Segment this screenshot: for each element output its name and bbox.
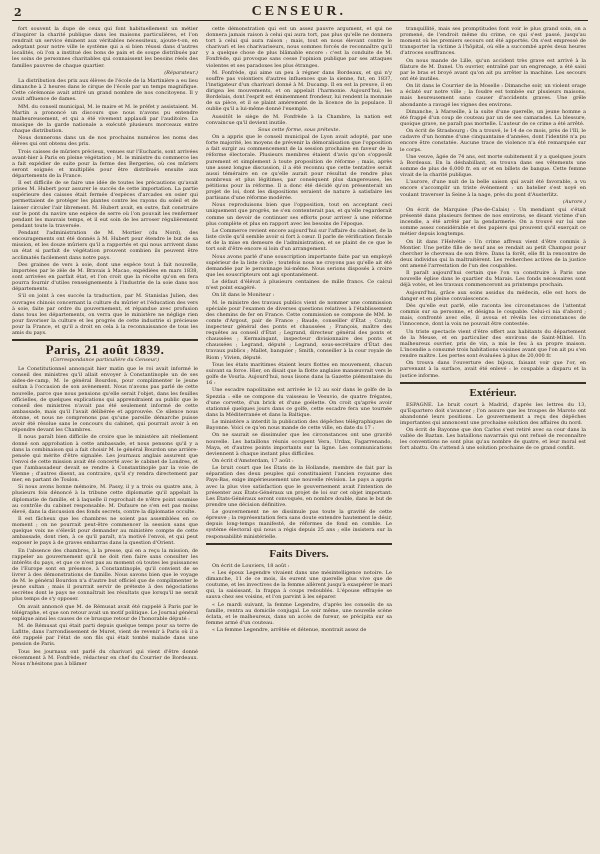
paragraph: Il paraît aujourd'hui certain que l'on va construire à Paris une nouvelle église dans le quartier du Marais. Les fonds nécessaires sont déjà votés, et les travaux commenceront au printemps prochain. <box>400 270 586 289</box>
centered-note: Sous cette forme, sous prétexte. <box>257 127 341 134</box>
masthead <box>12 4 588 21</box>
paragraph: On a appris que le conseil municipal de Lyon avait adopté, par une forte majorité, les moyens de prévenir la démoralisation que l'opposition a fait surgir au commencement de la session prochaine en faveur de la réforme électorale. Plusieurs membres étaient d'avis qu'on s'opposât purement et simplement à toute proposition de réforme ; mais, après une assez longue discussion, il a été reconnu que cette tentative serait aussi téméraire en ce qu'elle aurait pour résultat de rendre plus nombreux et plus légitimes, par conséquent plus dangereuses, les pétitions pour la réforme. Il a donc été décidé qu'on présenterait un projet de loi, dont les dispositions seraient de nature à satisfaire les partisans d'une réforme modérée. <box>206 134 392 202</box>
paragraph: MM. du conseil municipal, M. le maire et M. le préfet y assistaient. M. Martin a prononcé un discours que nous n'avons pu entendre malheureusement, et qui a été vivement applaudi par l'auditoire. La musique de la garde nationale a exécuté plusieurs morceaux entre chaque distribution. <box>12 103 198 134</box>
section-heading-exterieur: Extérieur. <box>469 386 517 399</box>
paragraph: Une veuve, âgée de 74 ans, est morte subitement il y a quelques jours à Bordeaux. En la déshabillant, on trouva dans ses vêtements une somme de plus de 6,000 fr. en or et en billets de banque. Cette femme vivait de la charité publique. <box>400 153 586 179</box>
paragraph: M. Fonfrède, qui aime un peu à régner dans Bordeaux, et qui n'y souffre pas volontiers d'autres influences que la sienne, fut, en 1837, l'instigateur d'un charivari donné à M. Ducamp. Il en est la preuve, il en dirigea les mouvements, et on appelait l'harmonie. Aujourd'hui, les Bordelais, dont l'esprit est éminemment frondeur, lui rendent la monnaie de sa pièce, et il se plaint amèrement de la licence de la populace. Il oublie qu'il a lui-même donné l'exemple. <box>206 69 392 113</box>
paragraph: Tous les états maritimes étaient leurs flottes en mouvement, chacun suivant sa force. Hier, on disait que la flotte anglaise manœuvrait vers le golfe de Vourla. Aujourd'hui, nous lisons dans la Gazette piémontaise du 16 : <box>206 361 392 387</box>
paragraph: ESPAGNE. Le bruit court à Madrid, d'après les lettres du 13, qu'Espartero doit s'avancer ; l'on assure que les troupes de Maroto ont abandonné leurs positions. Le gouvernement a reçu des dépêches importantes qui annoncent une prochaine solution des affaires du nord. <box>400 401 586 426</box>
paragraph: M. de Rémusat qui était parti depuis quelque temps pour sa terre de Lafitte, dans l'arrondissement de Muret, vient de revenir à Paris où il a été rappelé par l'état de son fils qui était tombé malade dans une pension de Paris. <box>12 623 198 648</box>
paragraph: L'aurore, d'une nuit de la belle saison qui avait été favorable, a vu encore s'accomplir un triste événement : un batelier s'est noyé en voulant traverser la Seine à la nage, près du pont d'Austerlitz. <box>400 179 586 198</box>
paragraph: Trois caisses de mûriers précieux, venues sur l'Eucharis, sont arrivées avant-hier à Paris en pleine végétation ; M. le ministre du commerce les a fait expédier de suite pour la ferme des Bergeries, où ces mûriers seront soignés et multipliés pour être distribués ensuite aux départements de la France. <box>12 148 198 179</box>
paragraph: Nous donnerons dans un de nos prochains numéros les noms des élèves qui ont obtenu des prix. <box>12 135 198 148</box>
column-1 <box>12 26 198 850</box>
paragraph: S'il on joint à ces succès la traduction, par M. Stanislas Julien, des ouvrages chinois concernant la culture du mûrier et l'éducation des vers à soie, faite par ordre du gouvernement, et répandue avec profusion dans tous les départements, on verra que le ministère ne néglige rien pour favoriser la culture et les progrès de cette industrie si précieuse pour la France, et qu'il a droit en cela à la reconnaissance de tous les amis du pays. <box>12 293 198 336</box>
paragraph: Le gouvernement ne se dissimule pas toute la gravité de cette épreuve ; la représentation fera sans doute entendre hautement le désir, depuis long-temps manifesté, de réformes de fond en comble. Le système électoral qui nous a régis depuis 25 ans ; elle insistera sur la responsabilité ministérielle. <box>206 509 392 540</box>
paragraph: « La femme Legendre, arrêtée et détenue, montrait assez de <box>212 627 367 634</box>
section-divider <box>400 382 586 384</box>
paragraph: Une escadre napolitaine est arrivée le 12 au soir dans le golfe de la Spezzia : elle se compose du vaisseau le Vesuvio, de quatre frégates, d'une corvette, d'un brick et d'une goélette. On croit qu'après avoir stationné quelques jours dans ce golfe, cette escadre fera une tournée dans la Méditerranée et dans la Baltique. <box>206 387 392 418</box>
paragraph: On écrit d'Amsterdam, 17 août : <box>212 458 294 464</box>
paragraph: Le Constitutionnel annonçait hier matin que le roi avait informé le conseil des ministres qu'il allait envoyer à Constantinople un de ses aides-de-camp, M. le général Bourdon, pour complimenter le jeune sultan à l'occasion de son avènement. Nous n'avons pas parlé de cette nouvelle, parce que nous pensions qu'elle serait l'objet, dans les feuilles officielles, de quelques explications qui apprendraient au public que le conseil des ministres n'avait pas été seulement informé de cette ambassade, mais qu'il l'avait délibérée et approuvée. Ce silence nous étonne, et nous ne comprenons pas qu'une pareille démarche puisse avoir été résolue sans le concours du cabinet, qui pourrait avoir à en répondre devant les Chambres. <box>12 366 198 434</box>
paragraph: « Les époux Legendre vivaient dans une mésintelligence notoire. Le dimanche, 11 de ce mois, ils eurent une querelle plus vive que de coutume, et les invectives de la femme allèrent jusqu'à exaspérer le mari qui, la saisissant, la frappa à coups redoublés. L'épouse effrayée se sauva chez ses voisins, et l'on parvint à les séparer. <box>206 569 392 601</box>
paragraph: Nous reproduisons bien que l'opposition, tout en acceptant ceci uniquement que progrès, ne s'en contenterait pas, et qu'elle regarderait comme un devoir de continuer ses efforts pour arriver à une réforme plus complète et plus en rapport avec les besoins de l'époque. <box>206 202 392 227</box>
paragraph: En l'absence des chambres, à la presse, qui en a reçu la mission, de rappeler au gouvernement qu'il ne doit rien faire sans consulter les intérêts du pays, et que ce n'est pas au moment où toutes les puissances de l'Europe sont en présence, à Constantinople, qu'il convient de se livrer à des démonstrations de famille. Nous savons bien que le voyage de M. le général Bourdon n'a d'autre but officiel que de complimenter le jeune sultan ; mais il pourrait servir de prétexte à des négociations secrètes dont le pays ne connaîtrait les résultats que lorsqu'il ne serait plus temps de s'y opposer. <box>12 547 198 603</box>
paragraph: « Le mardi suivant, la femme Legendre, d'après les conseils de sa famille, rentra au domicile conjugal. Le soir même, une nouvelle scène éclata, et le malheureux, dans un accès de fureur, se précipita sur sa femme armé d'un couteau. <box>206 601 392 626</box>
column-3 <box>400 26 586 850</box>
paragraph: Dès qu'elle eut parlé, elle raconta les circonstances de l'attentat commis sur sa personne, et désigna le coupable. Celui-ci nia d'abord ; mais, confronté avec elle, il avoua et révéla les circonstances de l'innocence, dont la voix ne pouvait être contestée. <box>400 303 586 328</box>
newspaper-page <box>12 4 588 850</box>
paragraph: On lit dans le Courrier de la Moselle : Dimanche soir, un violent orage a éclaté sur notre ville ; la foudre est tombée sur plusieurs maisons, mais heureusement sans causer d'accidents graves. Une grêle abondante a ravagé les vignes des environs. <box>400 83 586 108</box>
paragraph: On lit dans l'Helvétie : Un crime affreux vient d'être commis à Montier. Une petite fille de neuf ans se rendait au petit Champoz pour chercher le chevreau de son frère. Dans la forêt, elle fit la rencontre de deux individus qui la maltraitèrent. Les recherches actives de la justice ont amené l'arrestation de l'un des coupables. <box>400 238 586 269</box>
paragraph: tranquillité, mais ses promptitudes font voir le plus grand soin, on a promené, de l'endroit même du crime, ce qui s'est passé, jusqu'au moment où les premiers secours ont été apportés. On s'est empressé de transporter la victime à l'hôpital, où elle a succombé après deux heures d'atroces souffrances. <box>400 26 586 57</box>
paragraph: On écrit de Bayonne que don Carlos s'est retiré avec sa cour dans la vallée de Baztan. Les bataillons navarrais qui ont refusé de reconnaître les conventions ne sont plus qu'au nombre de quatre, et leur moral est fort abattu. On s'attend à une solution prochaine de ce grand conflit. <box>400 427 586 452</box>
paragraph: Le défaut d'élévat à plusieurs centaines de mille francs. Ce calcul n'est point exagéré. <box>206 279 392 292</box>
paragraph: On ne saurait se dissimuler que les circonstances ont une gravité nouvelle. Les bataillons réunis occupent Vera, Urdax, Fagarrenando, Maya, et d'autres points importants sur la ligne. Les communications deviennent à chaque instant plus difficiles. <box>206 432 392 457</box>
source-attribution: (Aurore.) <box>562 198 586 205</box>
paragraph: M. le ministre des travaux publics vient de nommer une commission spéciale pour l'examen de diverses questions relatives à l'établissement des chemins de fer en France. Cette commission se compose de MM. le comte d'Argout, pair de France ; Baude, conseiller d'État ; Coraly, inspecteur général des ponts et chaussées ; François, maître des requêtes au conseil d'État ; Legrand, directeur général des ponts et chaussées ; Kermaingant, inspecteur divisionnaire des ponts et chaussées ; Legrand, député ; Legrand, sous-secrétaire d'État des travaux publics ; Mallet, banquier ; Smith, conseiller à la cour royale de Riom ; Vivien, député. <box>206 299 392 361</box>
paragraph: On écrit de Marquise (Pas-de-Calais) : Un mendiant qui s'était présenté dans plusieurs fermes de nos environs, se disant victime d'un incendie, a été arrêté par la gendarmerie. On a trouvé sur lui une somme assez considérable et des papiers qui prouvent qu'il exerçait ce métier depuis longtemps. <box>400 206 586 238</box>
paragraph: On avait annoncé que M. de Rémusat avait été rappelé à Paris par le télégraphe, et que son retour avait un motif politique. Le Journal général explique ainsi les causes de ce brusque retour de l'honorable député : <box>12 603 198 622</box>
paragraph: On lit dans le Moniteur : <box>212 292 275 299</box>
paragraph: Le ministère a interdit la publication des dépêches télégraphiques de Bayonne. Voici ce qu'en nous mande de cette ville, en date du 17 : <box>206 419 392 432</box>
paragraph: fort souvent la dupe de ceux qui font habituellement un métier d'inspirer la charité publique dans les maisons particulières, et l'on rendrait un service éminent aux véritables nécessiteux, ajoute-t-on, en adoptant pour notre ville le système qui a si bien réussi dans d'autres localités, où l'on a institué des bons de pain et de soupe distribués par les soins de personnes charitables qui connaissent les besoins réels des familles pauvres de chaque quartier. <box>12 26 198 69</box>
paragraph: Des graines de vers à soie, dont une espèce tout à fait nouvelle, importées par le zèle de M. Bravais à Macao, expédiées en mars 1838, sont arrivées en parfait état, et l'on croit que la récolte qu'on en fera pourra fournir d'utiles renseignements à l'industrie de la soie dans nos départements. <box>12 261 198 293</box>
column-2 <box>206 26 392 850</box>
paragraph: Aussitôt le siège de M. Fonfrède à la Chambre, la nation est convaincue qu'il devient inutile. <box>206 113 392 126</box>
paragraph: Il nous paraît bien difficile de croire que le ministère ait réellement donné son approbation à cette ambassade, et nous pensons qu'il y a dans la combinaison qui a fait choisir M. le général Bourdon une arrière-pensée qui mérite d'être signalée. Les journaux anglais assurent que l'envoi de cette mission avait été concerté avec le cabinet de Londres, et que l'ambassadeur devait se rendre à Constantinople par la voie de Vienne ; d'autres disent, au contraire, qu'il s'y rendra directement par mer, en partant de Toulon. <box>12 434 198 484</box>
paragraph: On nous mande de Lille, qu'un accident très grave est arrivé à la filature de M. Danel. Un ouvrier, entraîné par un engrenage, a été saisi par le bras et broyé avant qu'on ait pu arrêter la machine. Les secours ont été inutiles. <box>400 57 586 82</box>
paragraph: cette démonstration qui est un assez pauvre argument, et qui ne donnera jamais raison à celui qui aura tort, pas plus qu'elle ne donnera tort à celui qui aura raison ; mais, tout en nous élevant contre le charivari et les charivariseurs, nous sommes forcés de reconnaître qu'il y a quelque chose de plus blâmable encore : c'est la conduite de M. Fonfrède, qui provoque sans cesse l'opinion publique par ses attaques violentes et ses paradoxes les plus étranges. <box>206 26 392 69</box>
paragraph: Le bruit court que les États de la Hollande, membre de fait par la séparation des deux peuples qui constituaient l'ancien royaume des Pays-Bas, exige impérieusement une nouvelle révision. Le pays a appris avec la plus vive satisfaction que le gouvernement avait l'intention de présenter aux États-Généraux un projet de loi sur cet objet important. Les États-Généraux seront convoqués, en nombre double, dans le but de prendre une décision définitive. <box>206 465 392 508</box>
paragraph: On écrit de Strasbourg : On a trouvé, le 14 de ce mois, près de l'Ill, le cadavre d'un homme d'une cinquantaine d'années, dont l'identité n'a pu encore être constatée. Aucune trace de violence n'a été remarquée sur le corps. <box>400 128 586 153</box>
newspaper-title: CENSEUR. <box>251 4 347 19</box>
paragraph: On écrit de Louviers, 18 août : <box>212 562 290 569</box>
paragraph: Tous les journaux ont parlé du charivari qui vient d'être donné récemment à M. Fonfrède, rédacteur en chef du Courrier de Bordeaux. Nous n'hésitons pas à blâmer <box>12 648 198 667</box>
source-attribution: (Réparateur.) <box>164 69 198 76</box>
paragraph: Il est fâcheux que les chambres ne soient pas assemblées en ce moment ; on ne pourrait peut-être commencer la session sans que quelque voix ne s'élevât pour demander au ministère compte de cette ambassade, dont rien, à ce qu'il paraît, n'a motivé l'envoi, et qui peut exposer le pays à de graves embarras dans la question d'Orient. <box>12 516 198 547</box>
dateline-heading: Paris, 21 août 1839. <box>45 342 165 358</box>
page-number: 2 <box>14 5 22 19</box>
paragraph: Aujourd'hui, grâce aux soins assidus du médecin, elle est hors de danger et en pleine convalescence. <box>400 289 586 302</box>
paragraph: Le Commerce revient encore aujourd'hui sur l'affaire du cabinet, de la liste civile qu'il semble avoir si fort à cœur. Il parle de vérification fiscale et de la mise en demeure de l'administration, et se plaint de ce que le tort soit d'être encore si loin d'un arrangement. <box>206 227 392 253</box>
dateline-subheading: (Correspondance particulière du Censeur.) <box>50 357 160 364</box>
paragraph: Nous avons parlé d'une souscription importante faite par un employé supérieur de la liste civile ; toutefois nous ne croyons pas qu'elle ait été demandée par le personnage lui-même. Nous serions disposés à croire que les souscripteurs ont agi spontanément. <box>206 253 392 278</box>
paragraph: Un triste spectacle vient d'être offert aux habitants du département de la Meuse, et en particulier des environs de Saint-Mihiel. Un malheureux ouvrier, pris de vin, a mis le feu à sa propre maison. L'incendie a consumé trois habitations voisines avant que l'on ait pu s'en rendre maître. Les pertes sont évaluées à plus de 20,000 fr. <box>400 328 586 360</box>
paragraph: Si nous avons bonne mémoire, M. Passy, il y a trois ou quatre ans, à plusieurs fois dénoncé à la tribune cette diplomatie qu'il appelait la diplomatie de famille, et à laquelle il reprochait de n'être point soumise au contrôle du cabinet responsable. M. Dufaure ne s'en est pas moins élevé, dans la discussion des fonds secrets, contre la diplomatie occulte. <box>12 484 198 515</box>
article-columns <box>12 26 588 850</box>
section-heading-faits-divers: Faits Divers. <box>269 547 329 560</box>
paragraph: Dimanche, à Marseille, à la suite d'une querelle, un jeune homme a été frappé d'un coup de couteau par un de ses camarades. La blessure, quoique grave, ne paraît pas mortelle. L'auteur de ce crime a été arrêté. <box>400 108 586 127</box>
paragraph: La distribution des prix aux élèves de l'école de la Martinière a eu lieu dimanche à 2 heures dans le cirque de l'école par un temps magnifique. Cette cérémonie avait attiré un grand nombre de nos concitoyens. Il y avait affluence de dames. <box>12 77 198 103</box>
section-divider <box>206 543 392 545</box>
paragraph: Il est difficile de se faire une idée de toutes les précautions qu'avait prises M. Hubert pour assurer le succès de cette importation. La partie supérieure des caisses était fermée d'espèces d'arcades en osier qui permettaient de protéger les plantes contre les rayons du soleil et de laisser circuler l'air librement. M. Hubert avait, en outre, fait construire sur le pont du navire une espèce de serre où l'on pouvait les renfermer pendant les mauvais temps, et il eut soin de les arroser régulièrement pendant toute la traversée. <box>12 180 198 229</box>
paragraph: On trouva dans l'ouverture des bijoux, faisant voir que l'or, en parvenant à la surface, avait été enlevé : le coupable a disparu et la justice informe. <box>400 360 586 379</box>
section-divider <box>12 339 198 341</box>
paragraph: Pendant l'administration de M. Mortier (du Nord), des encouragements ont été donnés à M. Hubert pour étendre le but de sa mission, et les douze mûriers qu'il a rapportés et qui nous arrivent dans un état si parfait de végétation prouvent combien ils peuvent être acclimatés facilement dans notre pays. <box>12 230 198 261</box>
